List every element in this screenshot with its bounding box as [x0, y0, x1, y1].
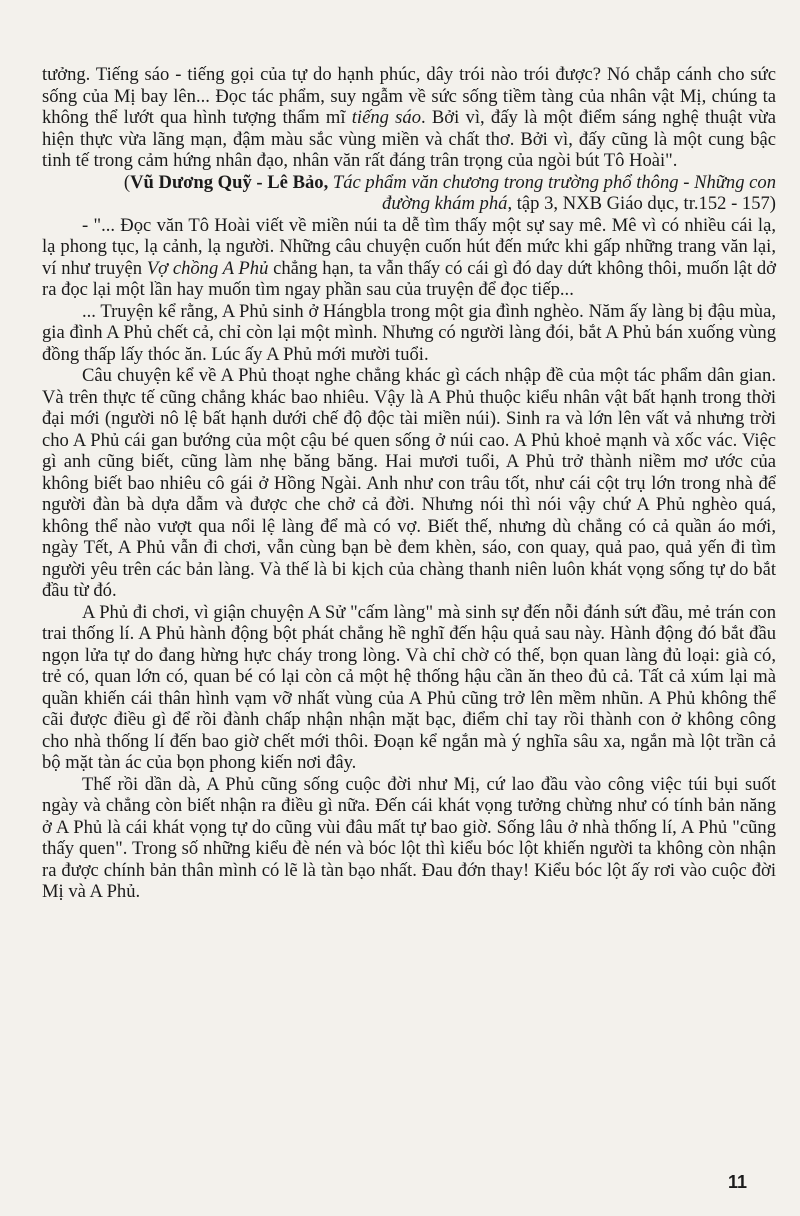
page-number: 11 — [728, 1172, 748, 1192]
citation — [42, 172, 776, 215]
italic-title: Vợ chồng A Phủ — [146, 257, 269, 279]
text-run: chẳng hạn, ta vẫn thấy có cái gì đó day dứt không thôi, muốn lật dở ra đọc lại một lần hay muốn tìm ngay phần sau của truyện để đọc tiếp... — [42, 257, 776, 300]
body-text — [42, 64, 776, 903]
paragraph-4: Thế rồi dần dà, A Phủ cũng sống cuộc đời như Mị, cứ lao đầu vào công việc túi bụi suốt ngày và chẳng còn biết nhận ra điều gì nữa. Đến cái khát vọng tưởng chừng như có tính bản năng ở A Phủ là cái khát vọng tự do cũng vùi đâu mất tự bao giờ. Sống lâu ở nhà thống lí, A Phủ "cũng thấy quen". Trong số những kiểu đè nén và bóc lột thì kiểu bóc lột khiến người ta không còn nhận ra được chính bản thân mình có lẽ là tàn bạo nhất. Đau đớn thay! Kiểu bóc lột ấy rơi vào cuộc đời Mị và A Phủ. — [42, 773, 776, 902]
paragraph-1: ... Truyện kể rằng, A Phủ sinh ở Hángbla trong một gia đình nghèo. Năm ấy làng bị đậu mùa, gia đình A Phủ chết cả, chỉ còn lại một mình. Nhưng có người làng đói, bắt A Phủ bán xuống vùng đồng thấp lấy thóc ăn. Lúc ấy A Phủ mới mười tuổi. — [42, 300, 776, 365]
citation-title: Tác phẩm văn chương trong trường phổ thông - Những con đường khám phá — [328, 171, 776, 214]
text-run: tưởng. Tiếng sáo - tiếng gọi của tự do hạnh phúc, dây trói nào trói được? Nó chắp cánh cho sức sống của Mị bay lên... Đọc tác phẩm, suy ngẫm về sức sống tiềm tàng của nhân vật Mị, chúng ta không thể lướt qua hình tượng thẩm mĩ — [42, 64, 776, 128]
citation-open: ( — [123, 171, 131, 193]
text-run: . Bởi vì, đấy là một điểm sáng nghệ thuật vừa hiện thực vừa lãng mạn, đậm màu sắc vùng miền và chất thơ. Bởi vì, đấy cũng là một cung bậc tinh tế trong cảm hứng nhân đạo, nhân văn rất đáng trân trọng của ngòi bút Tô Hoài". — [42, 107, 776, 171]
citation-rest: , tập 3, NXB Giáo dục, tr.152 - 157) — [507, 193, 776, 214]
paragraph-continued — [42, 64, 776, 172]
italic-term: tiếng sáo — [351, 107, 422, 128]
paragraph-3: A Phủ đi chơi, vì giận chuyện A Sử "cấm làng" mà sinh sự đến nỗi đánh sứt đầu, mẻ trán con trai thống lí. A Phủ hành động bột phát chẳng hề nghĩ đến hậu quả sau này. Hành động đó bắt đầu ngọn lửa tự do đang hừng hực cháy trong lòng. Và chỉ chờ có thế, bọn quan làng đủ loại: già có, trẻ có, quan lớn có, quan bé có lại còn cả một hệ thống hậu cần ăn theo đủ cả. Tất cả xúm lại mà quần khiến cái thân hình vạm vỡ nhất vùng của A Phủ cũng trở lên mềm nhũn. A Phủ không thể cãi được điều gì để rồi đành chấp nhận nhận mặt bạc, điểm chỉ tay rồi thành con ở không công cho nhà thống lí đến bao giờ chết mới thôi. Đoạn kể ngắn mà ý nghĩa sâu xa, ngắn mà lột trần cả bộ mặt tàn ác của bọn phong kiến nơi đây. — [42, 601, 776, 773]
paragraph-2: Câu chuyện kể về A Phủ thoạt nghe chẳng khác gì cách nhập đề của một tác phẩm dân gian. Và trên thực tế cũng chẳng khác bao nhiêu. Vậy là A Phủ thuộc kiểu nhân vật bất hạnh trong thời đại mới (người nô lệ bất hạnh dưới chế độ độc tài miền núi). Sinh ra và lớn lên vất vả nhưng trời cho A Phủ cái gan bướng của một cậu bé quen sống ở núi cao. A Phủ khoẻ mạnh và xốc vác. Việc gì anh cũng biết, cũng làm nhẹ băng băng. Hai mươi tuổi, A Phủ trở thành niềm mơ ước của không biết bao nhiêu cô gái ở Hồng Ngài. Anh như con trâu tốt, như cái cột trụ lớn trong nhà để người đàn bà dựa dẫm và được che chở cả đời. Nhưng nói thì nói vậy chứ A Phủ nghèo quá, không thể nào vượt qua nổi lệ làng để mà có vợ. Biết thế, nhưng dù chẳng có cả quần áo mới, ngày Tết, A Phủ vẫn đi chơi, vẫn cùng bạn bè đem khèn, sáo, con quay, quả pao, quả yến đi tìm người yêu trên các bản làng. Và thế là bi kịch của chàng thanh niên luôn khát vọng sống tự do bắt đầu từ đó. — [42, 365, 776, 601]
text-run: - "... Đọc văn Tô Hoài viết về miền núi ta dễ tìm thấy một sự say mê. Mê vì có nhiều cái lạ, lạ phong tục, lạ cảnh, lạ người. Những câu chuyện cuốn hút đến mức khi gấp những trang văn lại, ví như truyện — [42, 214, 776, 279]
quote-paragraph — [42, 215, 776, 301]
citation-author: Vũ Dương Quỹ - Lê Bảo, — [130, 171, 329, 193]
